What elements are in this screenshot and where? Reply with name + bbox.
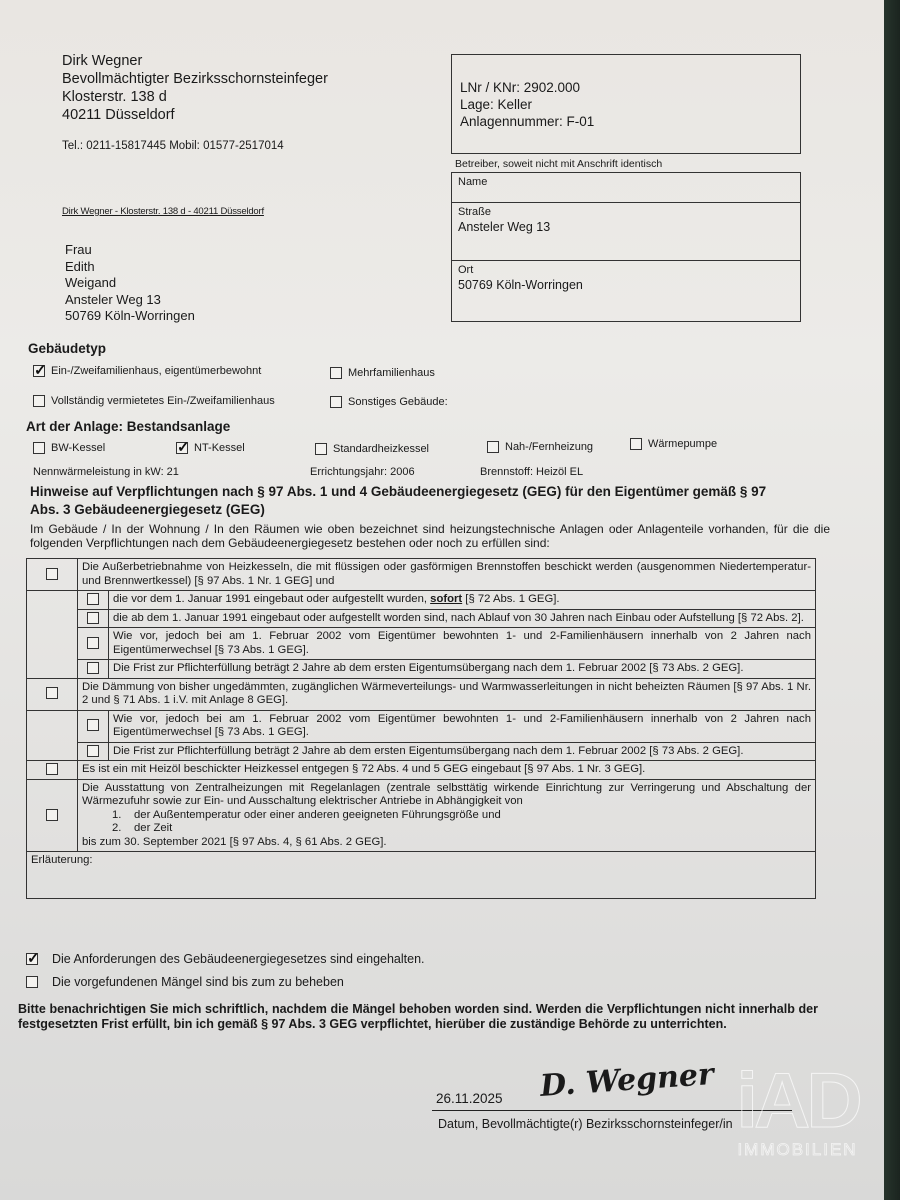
- obligation-text: Die Außerbetriebnahme von Heizkesseln, die mit flüssigen oder gasförmigen Brennstoffen beschickt werden (ausgenommen Niedertemperatur- und Brennwertkessel) [§ 97 Abs. 1 Nr. 1 GEG] und: [78, 559, 816, 591]
- obligations-intro: Im Gebäude / In der Wohnung / In den Räumen wie oben bezeichnet sind heizungstechnische Anlagen oder Anlagenteile vorhanden, für die die folgenden Verpflichtungen nach dem Gebäudeenergiegesetz bestehen oder noch zu erfüllen sind:: [30, 522, 830, 550]
- option-mehrfamilienhaus[interactable]: [330, 367, 435, 379]
- betreiber-header: Betreiber, soweit nicht mit Anschrift identisch: [455, 158, 663, 170]
- table-row: [27, 852, 816, 899]
- sender-street: Klosterstr. 138 d: [62, 89, 167, 105]
- checkbox-icon[interactable]: [26, 976, 38, 988]
- table-row: [27, 591, 816, 610]
- table-row: [27, 660, 816, 679]
- recipient-block: [65, 242, 195, 325]
- background-edge: [884, 0, 900, 1200]
- obligation-text: Wie vor, jedoch bei am 1. Februar 2002 vom Eigentümer bewohnten 1- und 2-Familienhäusern innerhalb von 2 Jahren nach Eigentümerwechsel [§ 73 Abs. 1 GEG].: [109, 628, 816, 660]
- checkbox-cell: [27, 678, 78, 710]
- checkbox-checked-icon[interactable]: [176, 442, 188, 454]
- obligation-text: Wie vor, jedoch bei am 1. Februar 2002 vom Eigentümer bewohnten 1- und 2-Familienhäusern innerhalb von 2 Jahren nach Eigentümerwechsel [§ 73 Abs. 1 GEG].: [109, 710, 816, 742]
- checkbox-cell: [78, 591, 109, 610]
- recipient-salutation: Frau: [65, 242, 92, 257]
- option-compliant[interactable]: [26, 952, 425, 966]
- list-text: der Zeit: [134, 822, 173, 834]
- checkbox-cell: [78, 710, 109, 742]
- option-label: Ein-/Zweifamilienhaus, eigentümerbewohnt: [51, 365, 262, 377]
- checkbox-cell: [78, 628, 109, 660]
- checkbox-checked-icon[interactable]: [33, 365, 45, 377]
- option-sonstiges[interactable]: [330, 396, 448, 408]
- list-item: [82, 822, 811, 836]
- option-label: Die Anforderungen des Gebäudeenergiegesetzes sind eingehalten.: [52, 952, 425, 966]
- list-number: 2.: [112, 822, 122, 834]
- installation-info-box: [451, 54, 801, 154]
- checkbox-icon[interactable]: [87, 637, 99, 649]
- option-defects[interactable]: [26, 975, 344, 989]
- text-part: [§ 72 Abs. 1 GEG].: [462, 593, 560, 605]
- checkbox-icon[interactable]: [46, 568, 58, 580]
- checkbox-cell: [27, 779, 78, 852]
- option-label: Nah-/Fernheizung: [505, 441, 594, 453]
- checkbox-cell: [27, 761, 78, 780]
- signature-date: 26.11.2025: [436, 1091, 503, 1106]
- sender-title: Bevollmächtigter Bezirksschornsteinfeger: [62, 71, 328, 87]
- option-label: BW-Kessel: [51, 442, 106, 454]
- recipient-last-name: Weigand: [65, 275, 117, 290]
- obligation-text: [109, 591, 816, 610]
- checkbox-icon[interactable]: [87, 745, 99, 757]
- checkbox-icon[interactable]: [46, 809, 58, 821]
- lage: Lage: Keller: [460, 97, 533, 112]
- option-label: NT-Kessel: [194, 442, 245, 454]
- text-part: bis zum 30. September 2021 [§ 97 Abs. 4, § 61 Abs. 2 GEG].: [82, 835, 387, 848]
- obligation-text: Es ist ein mit Heizöl beschickter Heizkessel entgegen § 72 Abs. 4 und 5 GEG eingebaut [§ 97 Abs. 1 Nr. 3 GEG].: [78, 761, 816, 780]
- betreiber-name-field: [452, 173, 800, 203]
- return-address: Dirk Wegner - Klosterstr. 138 d - 40211 Düsseldorf: [62, 206, 264, 217]
- sender-block: [62, 52, 328, 124]
- recipient-city: 50769 Köln-Worringen: [65, 308, 195, 323]
- betreiber-street-field: [452, 203, 800, 261]
- obligation-text: die ab dem 1. Januar 1991 eingebaut oder aufgestellt worden sind, nach Ablauf von 30 Jahren nach Einbau oder Aufstellung [§ 72 Abs. 2].: [109, 609, 816, 628]
- betreiber-city-label: Ort: [458, 264, 474, 276]
- recipient-street: Ansteler Weg 13: [65, 291, 161, 307]
- list-number: 1.: [112, 808, 122, 821]
- option-nt-kessel[interactable]: [176, 442, 245, 454]
- table-row: [27, 779, 816, 852]
- list-item: [82, 809, 811, 823]
- betreiber-box: [451, 172, 801, 322]
- checkbox-icon[interactable]: [87, 612, 99, 624]
- option-label: Die vorgefundenen Mängel sind bis zum zu beheben: [52, 975, 344, 989]
- emphasis-sofort: sofort: [430, 593, 463, 605]
- option-label: Vollständig vermietetes Ein-/Zweifamilienhaus: [51, 395, 275, 407]
- errichtungsjahr: Errichtungsjahr: 2006: [310, 466, 415, 478]
- erlaeuterung-label: Erläuterung:: [31, 854, 93, 866]
- option-label: Mehrfamilienhaus: [348, 367, 435, 379]
- option-label: Standardheizkessel: [333, 443, 430, 455]
- section-gebaeudetyp: Gebäudetyp: [28, 341, 107, 356]
- list-text: der Außentemperatur oder einer anderen geeigneten Führungsgröße und: [134, 808, 501, 821]
- watermark-logo-text: iAD: [736, 1056, 859, 1144]
- anlagennummer: Anlagennummer: F-01: [460, 114, 595, 129]
- recipient-first-name: Edith: [65, 258, 95, 274]
- checkbox-icon[interactable]: [330, 396, 342, 408]
- brennstoff: Brennstoff: Heizöl EL: [480, 466, 584, 478]
- sender-phone: Tel.: 0211-15817445 Mobil: 01577-2517014: [62, 140, 284, 152]
- checkbox-icon[interactable]: [33, 395, 45, 407]
- table-row: [27, 710, 816, 742]
- checkbox-cell: [78, 742, 109, 761]
- obligation-text: [78, 779, 816, 852]
- checkbox-cell: [78, 609, 109, 628]
- table-row: [27, 559, 816, 591]
- text-part: Die Ausstattung von Zentralheizungen mit Regelanlagen (zentrale selbsttätig wirkende Einrichtung zur Verringerung und Abschaltung der Wärmezufuhr sowie zur Ein- und Ausschaltung elektrischer Antriebe in Abhängigkeit von: [82, 781, 811, 807]
- section-art-der-anlage: Art der Anlage: Bestandsanlage: [26, 419, 231, 434]
- obligation-text: Die Dämmung von bisher ungedämmten, zugänglichen Wärmeverteilungs- und Warmwasserleitungen in nicht beheizten Räumen [§ 97 Abs. 1 Nr. 2 und § 71 Abs. 1 i.V. mit Anlage 8 GEG].: [78, 678, 816, 710]
- option-label: Wärmepumpe: [648, 438, 718, 450]
- betreiber-street-value: Ansteler Weg 13: [458, 220, 551, 234]
- obligations-table: [26, 558, 816, 899]
- obligation-text: Die Frist zur Pflichterfüllung beträgt 2 Jahre ab dem ersten Eigentumsübergang nach dem 1. Februar 2002 [§ 73 Abs. 2 GEG].: [109, 742, 816, 761]
- option-label: Sonstiges Gebäude:: [348, 396, 448, 408]
- table-row: [27, 678, 816, 710]
- option-efh-eigentuemer[interactable]: [33, 365, 261, 377]
- signature-caption: Datum, Bevollmächtigte(r) Bezirksschornsteinfeger/in: [438, 1117, 733, 1131]
- option-standardheizkessel[interactable]: [315, 443, 429, 455]
- table-row: [27, 609, 816, 628]
- checkbox-icon[interactable]: [46, 763, 58, 775]
- checkbox-icon[interactable]: [87, 593, 99, 605]
- checkbox-icon[interactable]: [315, 443, 327, 455]
- nennwaermeleistung: Nennwärmeleistung in kW: 21: [33, 466, 179, 478]
- text-part: die vor dem 1. Januar 1991 eingebaut oder aufgestellt wurden,: [113, 593, 431, 605]
- spacer-cell: [27, 710, 78, 761]
- betreiber-name-label: Name: [458, 176, 488, 188]
- option-nah-fernheizung[interactable]: [487, 441, 593, 453]
- option-vermietet[interactable]: [33, 395, 275, 407]
- checkbox-cell: [27, 559, 78, 591]
- obligation-text: Die Frist zur Pflichterfüllung beträgt 2 Jahre ab dem ersten Eigentumsübergang nach dem 1. Februar 2002 [§ 73 Abs. 2 GEG].: [109, 660, 816, 679]
- checkbox-icon[interactable]: [87, 719, 99, 731]
- checkbox-icon[interactable]: [46, 687, 58, 699]
- checkbox-icon[interactable]: [487, 441, 499, 453]
- checkbox-checked-icon[interactable]: [26, 953, 38, 965]
- table-row: [27, 761, 816, 780]
- sender-name: Dirk Wegner: [62, 53, 143, 69]
- checkbox-icon[interactable]: [630, 438, 642, 450]
- notice-text: Bitte benachrichtigen Sie mich schriftlich, nachdem die Mängel behoben worden sind. Werden die Verpflichtungen nicht innerhalb der festgesetzten Frist erfüllt, bin ich gemäß § 97 Abs. 3 GEG verpflichtet, hierüber die zuständige Behörde zu unterrichten.: [18, 1002, 818, 1031]
- checkbox-cell: [78, 660, 109, 679]
- erlaeuterung-field[interactable]: [27, 852, 816, 899]
- checkbox-icon[interactable]: [87, 662, 99, 674]
- table-row: [27, 742, 816, 761]
- betreiber-city-field: [452, 261, 800, 321]
- iad-watermark-logo: [715, 1056, 880, 1160]
- spacer-cell: [27, 591, 78, 679]
- sender-city: 40211 Düsseldorf: [62, 107, 175, 123]
- checkbox-icon[interactable]: [33, 442, 45, 454]
- option-waermepumpe[interactable]: [630, 438, 717, 450]
- table-row: [27, 628, 816, 660]
- lnr-knr: LNr / KNr: 2902.000: [460, 80, 581, 95]
- watermark-subtext: IMMOBILIEN: [737, 1140, 858, 1159]
- betreiber-city-value: 50769 Köln-Worringen: [458, 278, 583, 292]
- betreiber-street-label: Straße: [458, 206, 492, 218]
- signature-handwritten: D. Wegner: [538, 1056, 715, 1105]
- checkbox-icon[interactable]: [330, 367, 342, 379]
- obligations-heading: Hinweise auf Verpflichtungen nach § 97 Abs. 1 und 4 Gebäudeenergiegesetz (GEG) für den Eigentümer gemäß § 97 Abs. 3 Gebäudeenergiegesetz (GEG): [30, 484, 767, 517]
- option-bw-kessel[interactable]: [33, 442, 105, 454]
